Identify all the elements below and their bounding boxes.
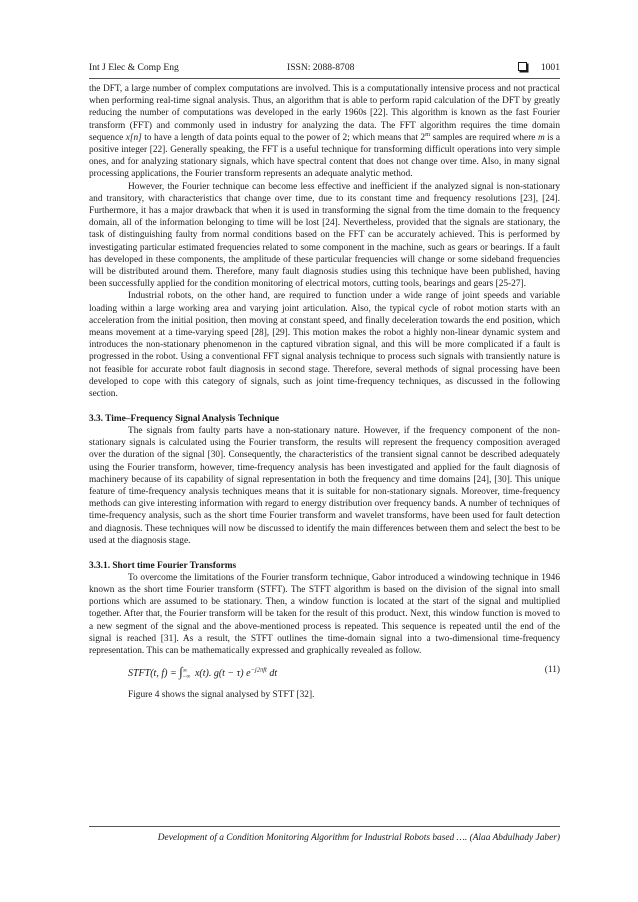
page-number: 1001	[540, 62, 560, 73]
running-footer: Development of a Condition Monitoring Algorithm for Industrial Robots based …. (Alaa Abdulhady Jaber)	[157, 833, 560, 843]
page-number-block	[518, 62, 560, 74]
footer-rule	[89, 826, 560, 827]
running-header	[89, 62, 560, 74]
figure-reference: Figure 4 shows the signal analysed by STFT [32].	[128, 690, 315, 701]
journal-name: Int J Elec & Comp Eng	[89, 62, 179, 73]
section-heading-3-3-1: 3.3.1. Short time Fourier Transforms	[89, 560, 237, 571]
equation-formula: STFT(t, f) = ∫ ∞ −∞ x(t). g(t − τ) $e^{-j2\pi ft}$ dt	[128, 664, 278, 681]
paragraph-fourier-limits: However, the Fourier technique can become less effective and inefficient if the analyzed signal is non-stationary and transitory, with characteristics that change over time, due to its constant time and frequency resolutions [23], [24]. Furthermore, it has a major drawback that when it is used in transforming the signal from the time domain to the frequency domain, all of the information belonging to time will be lost [24]. Nevertheless, provided that the signals are stationary, the task of distinguishing faulty from normal conditions based on the FFT can be accurately achieved. This is performed by investigating particular estimated frequencies related to some component in the machine, such as gears or bearings. If a fault has developed in these components, the amplitude of these particular frequencies will change or some sideband frequencies will be distributed around them. Therefore, many fault diagnosis studies using this technique have been published, having been successfully applied for the condition monitoring of electrical motors, cutting tools, bearings and gears [25-27].	[89, 181, 560, 290]
equation-number: (11)	[544, 665, 560, 676]
issn-label: ISSN: 2088-8708	[287, 62, 355, 73]
equation-11	[89, 661, 560, 683]
paragraph-time-frequency: The signals from faulty parts have a non-stationary nature. However, if the frequency component of the non-stationary signals is calculated using the Fourier transform, the results will represent the frequency composition averaged over the duration of the signal [30]. Consequently, the characteristics of the transient signal cannot be described adequately using the Fourier transform, however, time-frequency analysis has been investigated and applied for the fault diagnosis of machinery because of its capability of signal representation in both the frequency and time domains [24], [30]. This unique feature of time-frequency analysis techniques means that it is suitable for non-stationary signals. Moreover, time-frequency methods can give interesting information with regard to energy distribution over frequency bands. A number of techniques of time-frequency analysis, such as the short time Fourier transform and wavelet transforms, have been used for fault detection and diagnosis. These techniques will now be discussed to identify the main differences between them and select the best to be used at the diagnosis stage.	[89, 425, 560, 546]
paragraph-fft: the DFT, a large number of complex computations are involved. This is a computationally intensive process and not practical when performing real-time signal analysis. Thus, an algorithm that is able to perform rapid calculation of the DFT by greatly reducing the number of computations was developed in the early 1960s [22]. This algorithm is known as the fast Fourier transform (FFT) and commonly used in industry for analyzing the data. The FFT algorithm requires the time domain sequence x[n] to have a length of data points equal to the power of 2; which means that 2$^m$ samples are required where m is a positive integer [22]. Generally speaking, the FFT is a useful technique for transforming difficult operations into very simple ones, and for analyzing stationary signals, which have spectral content that does not change over time. Also, in many signal processing applications, the Fourier transform represents an adequate analytic method.	[89, 84, 561, 180]
paragraph-stft: To overcome the limitations of the Fourier transform technique, Gabor introduced a windowing technique in 1946 known as the short time Fourier transform (STFT). The STFT algorithm is based on the division of the signal into small portions which are assumed to be stationary. Then, a window function is located at the start of the signal and multiplied together. After that, the Fourier transform will be taken for the result of this product. Next, this window function is moved to a new segment of the signal and the above-mentioned process is repeated. This sequence is repeated until the end of the signal is reached [31]. As a result, the STFT outlines the time-domain signal into a two-dimensional time-frequency representation. This can be mathematically expressed and graphically revealed as follow.	[89, 572, 560, 656]
header-rule	[89, 78, 560, 79]
section-heading-3-3: 3.3. Time–Frequency Signal Analysis Technique	[89, 413, 280, 424]
checkbox-square-icon	[518, 62, 527, 71]
paragraph-industrial-robots: Industrial robots, on the other hand, are required to function under a wide range of joint speeds and variable loading within a large working area and varying joint articulation. Also, the typical cycle of robot motion starts with an acceleration from the initial position, then moving at constant speed, and finally deceleration towards the end position, which means movement at a time-varying speed [28], [29]. This motion makes the robot a highly non-linear dynamic system and introduces the non-stationary phenomenon in the captured vibration signal, and this will be more complicated if a fault is progressed in the robot. Using a conventional FFT signal analysis technique to process such signals with transiently nature is not feasible for accurate robot fault diagnosis in second stage. Therefore, several methods of signal processing have been developed to cope with this category of signals, such as joint time-frequency techniques, as discussed in the following section.	[89, 291, 560, 400]
body-text	[89, 83, 560, 701]
